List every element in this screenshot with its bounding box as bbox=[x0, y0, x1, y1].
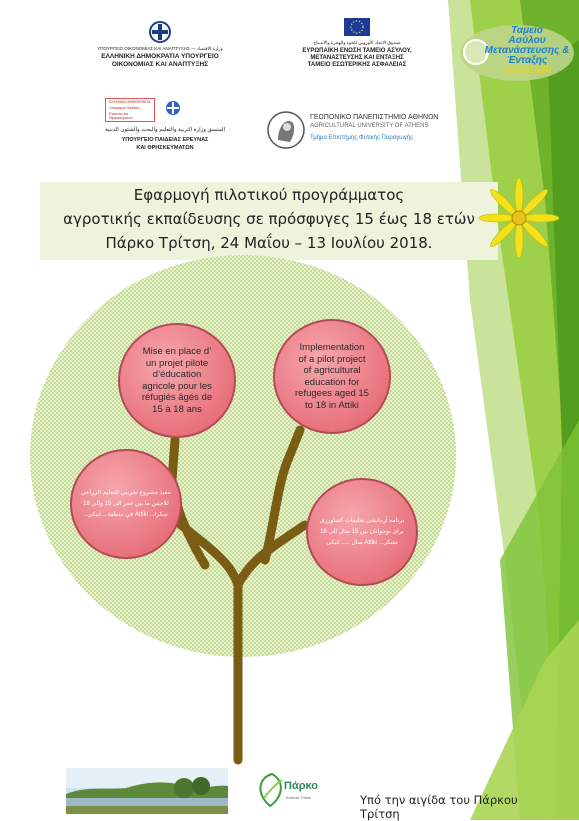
footer-caption: Υπό την αιγίδα του Πάρκου Τρίτση bbox=[360, 793, 518, 821]
title-line2: αγροτικής εκπαίδευσης σε πρόσφυγες 15 έως 18 ετών bbox=[63, 210, 475, 228]
ministry-economy-small: ΥΠΟΥΡΓΕΙΟ ΟΙΚΟΝΟΜΙΑΣ ΚΑΙ ΑΝΑΠΤΥΞΗΣ — وزارة الاقتصاد bbox=[97, 46, 223, 51]
arabic-circle: تنفيذ مشروع تجريبي للتعليم الزراعي للاجئين ما بين عمر الى 15 والى 18 شكرا... Attiki في منطقة ...انيكي.. bbox=[70, 449, 182, 559]
ministry-education-arabic: المنسق وزارة التربية والتعليم والبحث والشئون الدينية bbox=[104, 127, 226, 133]
park-logo-name: Πάρκο bbox=[284, 780, 318, 792]
park-logo-sub: Antonis Tritsis bbox=[286, 795, 311, 800]
ministry-education-gr1: ΕΛΛΗΝΙΚΗ ΔΗΜΟΚΡΑΤΙΑ bbox=[109, 100, 151, 104]
park-photo bbox=[66, 768, 228, 814]
university-line2: AGRICULTURAL UNIVERSITY OF ATHENS bbox=[310, 123, 429, 129]
english-circle: Implementation of a pilot project of agricultural education for refugees aged 15 to 18 in Attiki bbox=[273, 319, 391, 434]
ministry-education-line2: ΚΑΙ ΘΡΗΣΚΕΥΜΑΤΩΝ bbox=[136, 145, 194, 151]
persian-circle: برنامه آزمایشی تعلیمات کشاورزی برای نوجوانان بین 15 سال الی 18 تشکر... Attiki سال ..... اتیکی bbox=[306, 478, 418, 586]
title-line1: Εφαρμογή πιλοτικού προγράμματος bbox=[133, 186, 405, 204]
ministry-economy-line1: ΕΛΛΗΝΙΚΗ ΔΗΜΟΚΡΑΤΙΑ ΥΠΟΥΡΓΕΙΟ bbox=[101, 53, 219, 60]
eu-line1: ΕΥΡΩΠΑΪΚΗ ΕΝΩΣΗ ΤΑΜΕΙΟ ΑΣΥΛΟΥ, bbox=[302, 48, 412, 54]
ministry-education-gr3: Έρευνας και Θρησκευμάτων bbox=[109, 112, 133, 120]
title-line3: Πάρκο Τρίτση, 24 Μαΐου – 13 Ιουλίου 2018. bbox=[105, 234, 433, 252]
eu-line2: ΜΕΤΑΝΑΣΤΕΥΣΗΣ ΚΑΙ ΕΝΤΑΞΗΣ bbox=[310, 55, 404, 61]
ministry-education-line1: ΥΠΟΥΡΓΕΙΟ ΠΑΙΔΕΙΑΣ ΕΡΕΥΝΑΣ bbox=[121, 137, 209, 143]
park-logo bbox=[252, 768, 336, 812]
university-line1: ΓΕΩΠΟΝΙΚΟ ΠΑΝΕΠΙΣΤΗΜΙΟ ΑΘΗΝΩΝ bbox=[310, 114, 439, 121]
ministry-economy-line2: ΟΙΚΟΝΟΜΙΑΣ ΚΑΙ ΑΝΑΠΤΥΞΗΣ bbox=[111, 61, 209, 68]
university-line3: Τμήμα Επιστήμης Φυτικής Παραγωγής bbox=[310, 135, 414, 141]
ministry-education-gr2: Υπουργείο Παιδείας, bbox=[109, 106, 141, 110]
fund-badge-text: Ταμείο Ασύλου Μετανάστευσης & Ένταξης 2014-2020 bbox=[484, 25, 570, 76]
eu-small: صندوق الاتحاد الأوروبي للجوء والهجرة والاندماج bbox=[313, 40, 401, 45]
french-circle: Mise en place d’ un projet pilote d’éducation agricole pour les réfugiés âgés de 15 à 18 ans bbox=[118, 323, 236, 438]
eu-line3: ΤΑΜΕΙΟ ΕΣΩΤΕΡΙΚΗΣ ΑΣΦΑΛΕΙΑΣ bbox=[307, 62, 407, 68]
